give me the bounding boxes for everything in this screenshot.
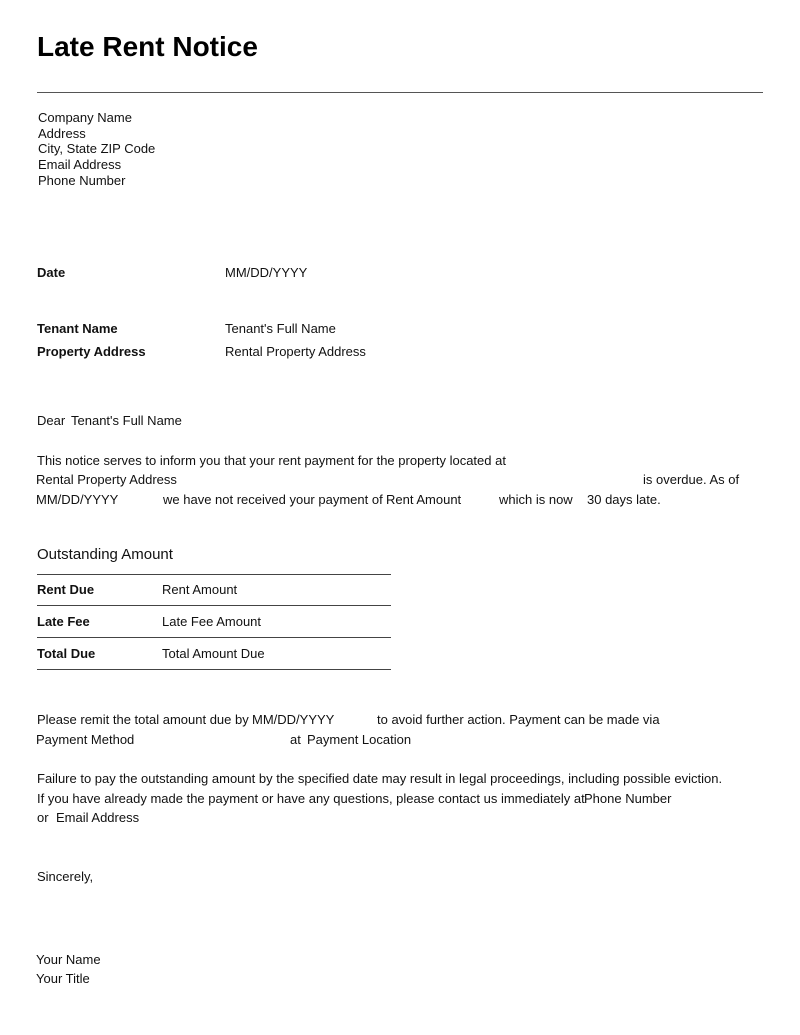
outstanding-heading: Outstanding Amount — [37, 546, 173, 563]
sender-email: Email Address — [38, 157, 122, 172]
sender-address: Address — [38, 126, 86, 141]
remit-date: MM/DD/YYYY — [252, 712, 335, 727]
remit-method: Payment Method — [36, 732, 135, 747]
title-divider — [37, 92, 763, 93]
date-label: Date — [37, 265, 66, 280]
tenant-name-value: Tenant's Full Name — [225, 321, 336, 336]
sender-city-state-zip: City, State ZIP Code — [38, 141, 156, 156]
page-title: Late Rent Notice — [37, 31, 258, 62]
remit-at: at — [290, 732, 301, 747]
row-value-late-fee: Late Fee Amount — [162, 614, 262, 629]
failure-phone: Phone Number — [584, 791, 672, 806]
closing-title: Your Title — [36, 971, 90, 986]
sender-phone: Phone Number — [38, 173, 126, 188]
property-address-label: Property Address — [37, 344, 146, 359]
row-label-total-due: Total Due — [37, 646, 96, 661]
failure-or: or — [37, 810, 49, 825]
greeting-dear: Dear — [37, 413, 66, 428]
table-rule — [37, 605, 391, 606]
failure-line2: If you have already made the payment or have any questions, please contact us immediately at — [37, 791, 585, 806]
notice-amount: Rent Amount — [386, 492, 462, 507]
remit-text2: to avoid further action. Payment can be made via — [377, 712, 660, 727]
row-value-total-due: Total Amount Due — [162, 646, 265, 661]
row-label-late-fee: Late Fee — [37, 614, 90, 629]
notice-days-late: 30 days late. — [587, 492, 661, 507]
notice-line1: This notice serves to inform you that your rent payment for the property located at — [37, 453, 506, 468]
property-address-value: Rental Property Address — [225, 344, 366, 359]
row-value-rent-due: Rent Amount — [162, 582, 238, 597]
failure-email: Email Address — [56, 810, 140, 825]
table-rule — [37, 669, 391, 670]
notice-which-is-now: which is now — [499, 492, 573, 507]
remit-location: Payment Location — [307, 732, 412, 747]
failure-line1: Failure to pay the outstanding amount by the specified date may result in legal proceedings, including possible eviction. — [37, 771, 723, 786]
notice-date: MM/DD/YYYY — [36, 492, 119, 507]
row-label-rent-due: Rent Due — [37, 582, 95, 597]
notice-property: Rental Property Address — [36, 472, 177, 487]
remit-text1: Please remit the total amount due by — [37, 712, 249, 727]
notice-not-received: we have not received your payment of — [163, 492, 383, 507]
sender-company: Company Name — [38, 110, 132, 125]
closing-name: Your Name — [36, 952, 101, 967]
notice-overdue-text: is overdue. As of — [643, 472, 740, 487]
table-rule — [37, 574, 391, 575]
closing-sincerely: Sincerely, — [37, 869, 94, 884]
tenant-name-label: Tenant Name — [37, 321, 118, 336]
table-rule — [37, 637, 391, 638]
date-value: MM/DD/YYYY — [225, 265, 308, 280]
greeting-name: Tenant's Full Name — [71, 413, 182, 428]
